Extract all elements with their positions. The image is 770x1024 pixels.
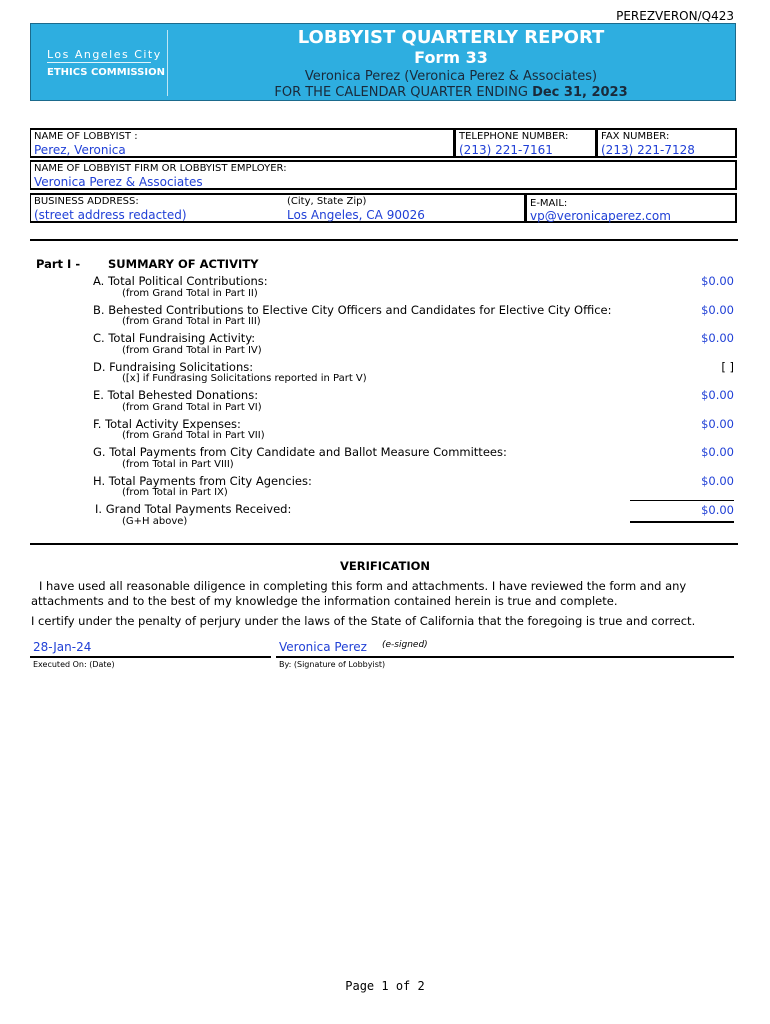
- fax-box: [597, 128, 737, 158]
- address-value: (street address redacted): [34, 208, 187, 222]
- lobbyist-name-box: [30, 128, 455, 158]
- fax-value: (213) 221-7128: [601, 143, 695, 157]
- summary-item-label: H. Total Payments from City Agencies:: [93, 474, 312, 488]
- quarter-prefix: FOR THE CALENDAR QUARTER ENDING: [274, 85, 533, 100]
- phone-value: (213) 221-7161: [459, 143, 553, 157]
- email-box: [526, 193, 737, 223]
- city-value: Los Angeles, CA 90026: [287, 208, 425, 222]
- summary-item-sub: (from Grand Total in Part IV): [122, 345, 262, 356]
- summary-item-value: $0.00: [701, 445, 734, 459]
- quarter-ending: [171, 85, 731, 100]
- summary-item-label: F. Total Activity Expenses:: [93, 417, 241, 431]
- summary-item-label: I. Grand Total Payments Received:: [95, 502, 292, 516]
- part-label: Part I -: [36, 257, 81, 271]
- summary-item-sub: (from Total in Part VIII): [122, 459, 234, 470]
- esigned-note: (e-signed): [382, 640, 428, 650]
- total-double-underline: [630, 521, 734, 523]
- ethics-commission-logo: [37, 30, 168, 96]
- firm-box: [30, 160, 737, 190]
- firm-label: NAME OF LOBBYIST FIRM OR LOBBYIST EMPLOYER:: [34, 163, 287, 174]
- summary-item-value: $0.00: [701, 274, 734, 288]
- report-header: [30, 23, 736, 101]
- summary-item-label: G. Total Payments from City Candidate and Ballot Measure Committees:: [93, 445, 507, 459]
- phone-label: TELEPHONE NUMBER:: [459, 131, 569, 142]
- logo-divider: [47, 62, 151, 63]
- fax-label: FAX NUMBER:: [601, 131, 670, 142]
- lobbyist-name-value: Perez, Veronica: [34, 143, 126, 157]
- verification-heading: VERIFICATION: [340, 559, 430, 573]
- summary-item-value: $0.00: [701, 474, 734, 488]
- solicitations-checkbox: [ ]: [721, 360, 734, 374]
- summary-item-value: $0.00: [701, 417, 734, 431]
- email-value: vp@veronicaperez.com: [530, 209, 671, 223]
- total-underline: [630, 500, 734, 501]
- filer-name: Veronica Perez (Veronica Perez & Associates): [304, 69, 598, 84]
- executed-date: 28-Jan-24: [33, 640, 92, 654]
- firm-value: Veronica Perez & Associates: [34, 175, 203, 189]
- date-line: [30, 656, 271, 658]
- summary-item-sub: (from Grand Total in Part VII): [122, 430, 265, 441]
- summary-item-sub: ([x] if Fundrasing Solicitations reported in Part V): [122, 373, 367, 384]
- form-number: Form 33: [414, 48, 488, 67]
- page-number: Page 1 of 2: [345, 979, 425, 993]
- section-divider: [30, 239, 738, 241]
- logo-city-text: Los Angeles City: [47, 48, 162, 61]
- signature-label: By: (Signature of Lobbyist): [279, 660, 386, 669]
- logo-commission-text: ETHICS COMMISSION: [47, 67, 165, 78]
- summary-item-label: D. Fundraising Solicitations:: [93, 360, 254, 374]
- summary-item-sub: (from Total in Part IX): [122, 487, 228, 498]
- summary-heading: SUMMARY OF ACTIVITY: [108, 257, 259, 271]
- city-label: (City, State Zip): [287, 196, 367, 207]
- email-label: E-MAIL:: [530, 198, 568, 209]
- signature-line: [276, 656, 734, 658]
- address-box: [30, 193, 526, 223]
- signature-value: Veronica Perez: [279, 640, 367, 654]
- verification-paragraph: I have used all reasonable diligence in completing this form and attachments. I have reviewed the form and any attachments and to the best of my knowledge the information contained herein is true and complete.: [31, 579, 687, 608]
- summary-item-sub: (from Grand Total in Part III): [122, 316, 261, 327]
- summary-item-value: $0.00: [701, 303, 734, 317]
- date-label: Executed On: (Date): [33, 660, 115, 669]
- phone-box: [455, 128, 597, 158]
- summary-item-label: A. Total Political Contributions:: [93, 274, 268, 288]
- grand-total-value: $0.00: [701, 503, 734, 517]
- document-id: PEREZVERON/Q423: [616, 9, 734, 23]
- summary-item-sub: (G+H above): [122, 516, 188, 527]
- summary-item-sub: (from Grand Total in Part VI): [122, 402, 262, 413]
- report-title: LOBBYIST QUARTERLY REPORT: [297, 27, 605, 48]
- summary-item-label: E. Total Behested Donations:: [93, 388, 259, 402]
- summary-item-value: $0.00: [701, 388, 734, 402]
- section-divider: [30, 543, 738, 545]
- certify-statement: I certify under the penalty of perjury under the laws of the State of California that the foregoing is true and correct.: [31, 614, 696, 628]
- summary-item-sub: (from Grand Total in Part II): [122, 288, 258, 299]
- summary-item-label: B. Behested Contributions to Elective City Officers and Candidates for Elective City Office:: [93, 303, 612, 317]
- lobbyist-name-label: NAME OF LOBBYIST :: [34, 131, 138, 142]
- summary-item-label: C. Total Fundraising Activity:: [93, 331, 256, 345]
- summary-item-value: $0.00: [701, 331, 734, 345]
- address-label: BUSINESS ADDRESS:: [34, 196, 139, 207]
- quarter-date: Dec 31, 2023: [532, 85, 628, 100]
